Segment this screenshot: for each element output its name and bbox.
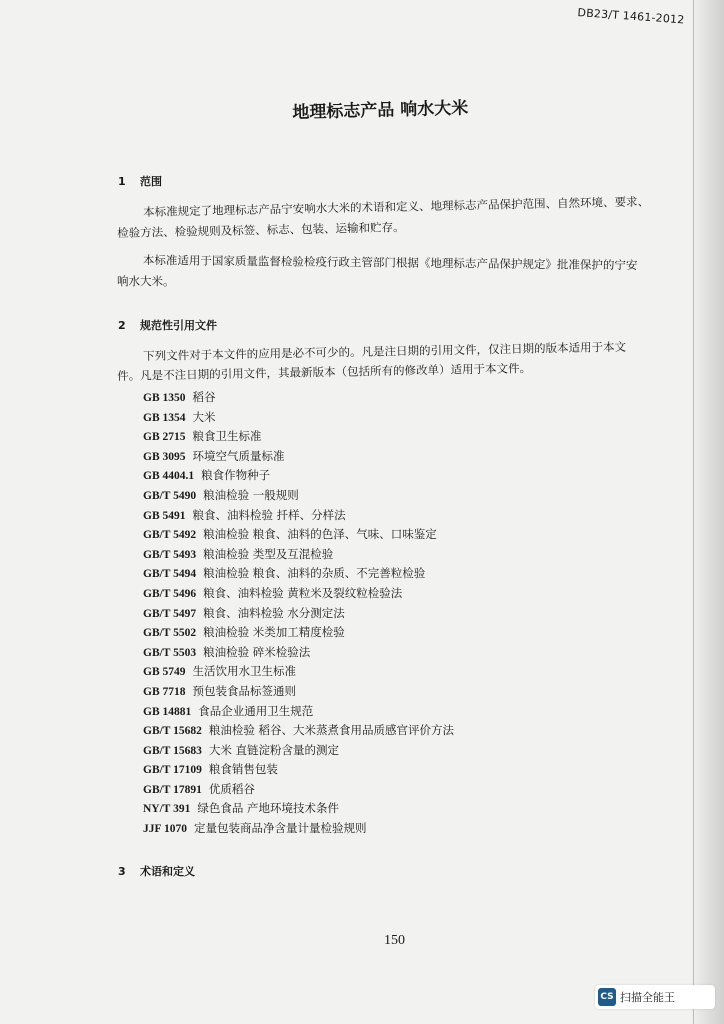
- reference-item: [143, 663, 454, 683]
- reference-name: 粮食卫生标准: [192, 429, 262, 444]
- section-1-paragraph-1-line-2: 检验方法、检验规则及标签、标志、包装、运输和贮存。: [117, 219, 405, 240]
- reference-name: 食品企业通用卫生规范: [198, 703, 314, 718]
- section-1-paragraph-2-line-1: 本标准适用于国家质量监督检验检疫行政主管部门根据《地理标志产品保护规定》批准保护的宁安: [142, 253, 638, 273]
- reference-item: [143, 800, 454, 820]
- reference-code: NY/T 391: [143, 803, 191, 816]
- reference-item: [143, 722, 454, 742]
- reference-name: 粮油检验 碎米检验法: [203, 644, 311, 659]
- page-binding-line: [693, 0, 694, 1024]
- reference-code: GB/T 17891: [143, 783, 202, 796]
- reference-code: JJF 1070: [143, 823, 187, 836]
- reference-name: 生活饮用水卫生标准: [192, 664, 296, 679]
- section-1-paragraph-2-line-2: 响水大米。: [117, 274, 175, 288]
- reference-item: [143, 467, 454, 487]
- normative-reference-list: [143, 389, 454, 840]
- reference-code: GB 5749: [143, 666, 186, 679]
- section-number: 1: [118, 175, 126, 188]
- section-2-paragraph-line-2: 件。凡是不注日期的引用文件，其最新版本（包括所有的修改单）适用于本文件。: [117, 361, 532, 383]
- reference-name: 大米 直链淀粉含量的测定: [208, 742, 340, 757]
- reference-code: GB 14881: [143, 705, 192, 718]
- reference-code: GB/T 5492: [143, 529, 197, 542]
- camscanner-logo-icon: CS: [598, 988, 616, 1006]
- reference-code: GB/T 5493: [143, 548, 197, 561]
- reference-code: GB 7718: [143, 685, 186, 698]
- reference-code: GB 5491: [143, 509, 186, 522]
- page-edge-shadow: [690, 0, 724, 1024]
- reference-name: 粮油检验 粮食、油料的杂质、不完善粒检验: [203, 566, 426, 581]
- reference-item: [143, 585, 454, 605]
- reference-item: [143, 526, 454, 546]
- section-title: 术语和定义: [140, 865, 195, 878]
- reference-code: GB/T 5496: [143, 587, 197, 600]
- reference-code: GB 2715: [143, 431, 186, 444]
- reference-code: GB/T 5502: [143, 627, 197, 640]
- reference-name: 大米: [192, 409, 216, 424]
- reference-code: GB/T 15683: [143, 744, 202, 757]
- reference-name: 粮食、油料检验 扦样、分样法: [192, 507, 346, 522]
- reference-item: [143, 761, 454, 781]
- reference-name: 粮食销售包装: [208, 762, 278, 777]
- reference-name: 稻谷: [192, 390, 216, 404]
- reference-code: GB 3095: [143, 450, 186, 463]
- reference-item: [143, 565, 454, 585]
- section-title: 规范性引用文件: [140, 319, 217, 332]
- section-3-heading: [118, 863, 195, 879]
- reference-item: [143, 409, 454, 429]
- reference-item: [143, 389, 454, 409]
- section-1-heading: [118, 173, 162, 189]
- document-title: 地理标志产品 响水大米: [292, 98, 469, 123]
- reference-item: [143, 683, 454, 703]
- section-number: 2: [118, 319, 126, 332]
- reference-item: [143, 507, 454, 527]
- reference-item: [143, 644, 454, 664]
- reference-item: [143, 624, 454, 644]
- reference-code: GB/T 17109: [143, 764, 202, 777]
- reference-name: 预包装食品标签通则: [192, 683, 296, 698]
- reference-item: [143, 781, 454, 801]
- reference-code: GB 4404.1: [143, 470, 195, 483]
- reference-name: 绿色食品 产地环境技术条件: [197, 801, 340, 816]
- reference-name: 环境空气质量标准: [192, 448, 285, 463]
- section-title: 范围: [140, 175, 162, 188]
- reference-item: [143, 703, 454, 723]
- scanner-watermark: [595, 985, 715, 1009]
- reference-code: GB/T 5490: [143, 489, 197, 502]
- reference-code: GB 1354: [143, 411, 186, 424]
- section-2-paragraph-line-1: 下列文件对于本文件的应用是必不可少的。凡是注日期的引用文件，仅注日期的版本适用于本文: [143, 339, 627, 363]
- reference-code: GB 1350: [143, 392, 186, 404]
- reference-code: GB/T 15682: [143, 725, 202, 738]
- reference-item: [143, 546, 454, 566]
- reference-item: [143, 428, 454, 448]
- reference-name: 粮油检验 类型及互混检验: [203, 546, 334, 561]
- watermark-text: 扫描全能王: [620, 991, 675, 1004]
- reference-name: 粮食、油料检验 水分测定法: [203, 605, 345, 620]
- reference-code: GB/T 5497: [143, 607, 197, 620]
- reference-name: 优质稻谷: [208, 781, 255, 796]
- reference-code: GB/T 5503: [143, 646, 197, 659]
- reference-item: [143, 487, 454, 507]
- page-number: 150: [384, 933, 405, 948]
- reference-code: GB/T 5494: [143, 568, 197, 581]
- reference-name: 粮油检验 粮食、油料的色泽、气味、口味鉴定: [203, 527, 437, 542]
- reference-item: [143, 605, 454, 625]
- section-1-paragraph-1-line-1: 本标准规定了地理标志产品宁安响水大米的术语和定义、地理标志产品保护范围、自然环境、要求、: [143, 194, 650, 219]
- document-code: DB23/T 1461-2012: [577, 6, 685, 27]
- reference-item: [143, 820, 454, 840]
- reference-name: 粮食、油料检验 黄粒米及裂纹粒检验法: [203, 585, 403, 600]
- reference-name: 粮油检验 一般规则: [203, 487, 299, 502]
- reference-name: 粮油检验 米类加工精度检验: [203, 625, 345, 640]
- reference-item: [143, 448, 454, 468]
- section-2-heading: [118, 317, 217, 333]
- reference-name: 粮油检验 稻谷、大米蒸煮食用品质感官评价方法: [208, 723, 455, 738]
- reference-name: 粮食作物种子: [201, 468, 271, 483]
- reference-item: [143, 742, 454, 762]
- reference-name: 定量包装商品净含量计量检验规则: [193, 821, 367, 836]
- section-number: 3: [118, 865, 126, 878]
